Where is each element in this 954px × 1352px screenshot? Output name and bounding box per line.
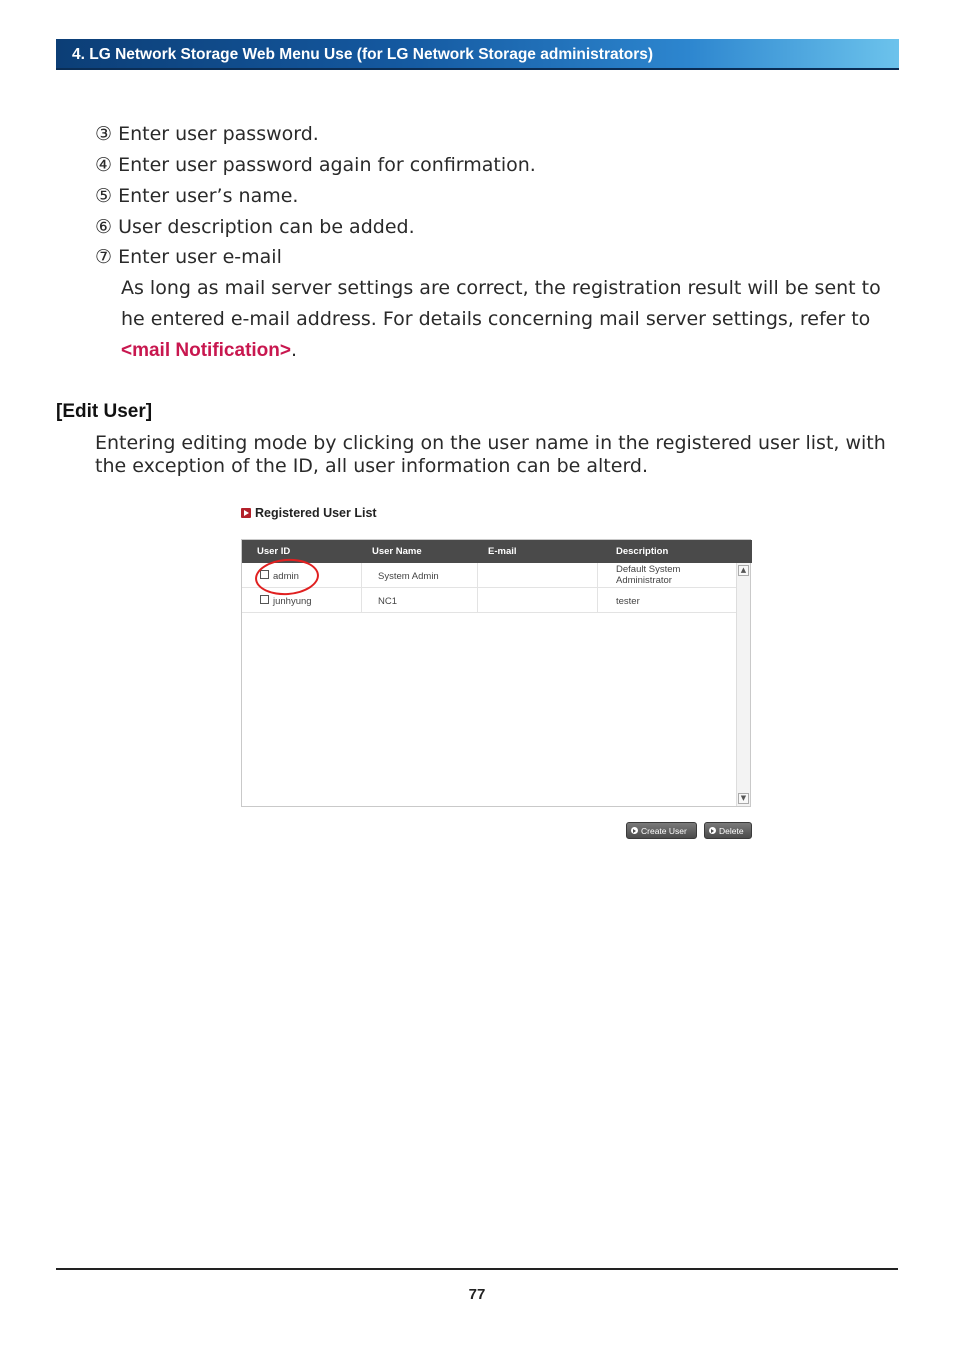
play-icon: [709, 827, 716, 834]
arrow-right-icon: [241, 508, 251, 518]
email-note-line-3: [121, 339, 297, 362]
panel-title-text: Registered User List: [255, 506, 377, 520]
scroll-down-icon[interactable]: ▼: [738, 793, 749, 804]
vertical-scrollbar[interactable]: [736, 563, 750, 806]
description-text: tester: [616, 596, 640, 607]
page-number: 77: [468, 1286, 486, 1303]
user-name-text[interactable]: System Admin: [378, 571, 439, 582]
step-3: ③ Enter user password.: [95, 123, 319, 145]
edit-user-line-1: Entering editing mode by clicking on the user name in the registered user list, with: [95, 432, 886, 454]
table-header: [242, 540, 752, 563]
create-user-label: Create User: [641, 825, 687, 836]
footer-divider: [56, 1268, 898, 1270]
scroll-up-icon[interactable]: ▲: [738, 565, 749, 576]
row-checkbox[interactable]: [260, 595, 269, 604]
cell-email: [478, 588, 598, 612]
cell-email: [478, 563, 598, 587]
create-user-button[interactable]: [626, 822, 697, 839]
column-description[interactable]: Description: [616, 546, 669, 557]
mail-notification-link[interactable]: <mail Notification>: [121, 340, 291, 361]
play-icon: [631, 827, 638, 834]
email-note-line-2: he entered e-mail address. For details concerning mail server settings, refer to: [121, 308, 871, 330]
user-name-text[interactable]: NC1: [378, 596, 398, 607]
step-6: ⑥ User description can be added.: [95, 216, 415, 238]
description-line-1: Default System: [616, 564, 681, 575]
column-email[interactable]: E-mail: [488, 546, 517, 557]
chapter-title: 4. LG Network Storage Web Menu Use (for LG Network Storage administrators): [72, 46, 654, 63]
cell-description: [598, 563, 738, 587]
email-note-line-1: As long as mail server settings are correct, the registration result will be sent to: [121, 277, 881, 299]
description-line-2: Administrator: [616, 575, 672, 586]
registered-user-list-title: [241, 506, 377, 520]
step-5: ⑤ Enter user’s name.: [95, 185, 299, 207]
edit-user-line-2: the exception of the ID, all user information can be alterd.: [95, 455, 649, 477]
step-4: ④ Enter user password again for confirmation.: [95, 154, 536, 176]
step-7: ⑦ Enter user e-mail: [95, 246, 282, 268]
delete-button[interactable]: [704, 822, 752, 839]
table-row[interactable]: [242, 588, 738, 613]
delete-label: Delete: [719, 825, 744, 836]
user-id-text[interactable]: admin: [273, 571, 299, 582]
user-id-text[interactable]: junhyung: [273, 596, 312, 607]
column-user-id[interactable]: User ID: [257, 546, 291, 557]
cell-user-name: [362, 588, 478, 612]
chapter-header: [56, 39, 899, 70]
email-note-suffix: .: [290, 339, 298, 361]
cell-user-name: [362, 563, 478, 587]
edit-user-heading: [Edit User]: [56, 401, 153, 422]
column-user-name[interactable]: User Name: [372, 546, 422, 557]
cell-description: [598, 588, 738, 612]
